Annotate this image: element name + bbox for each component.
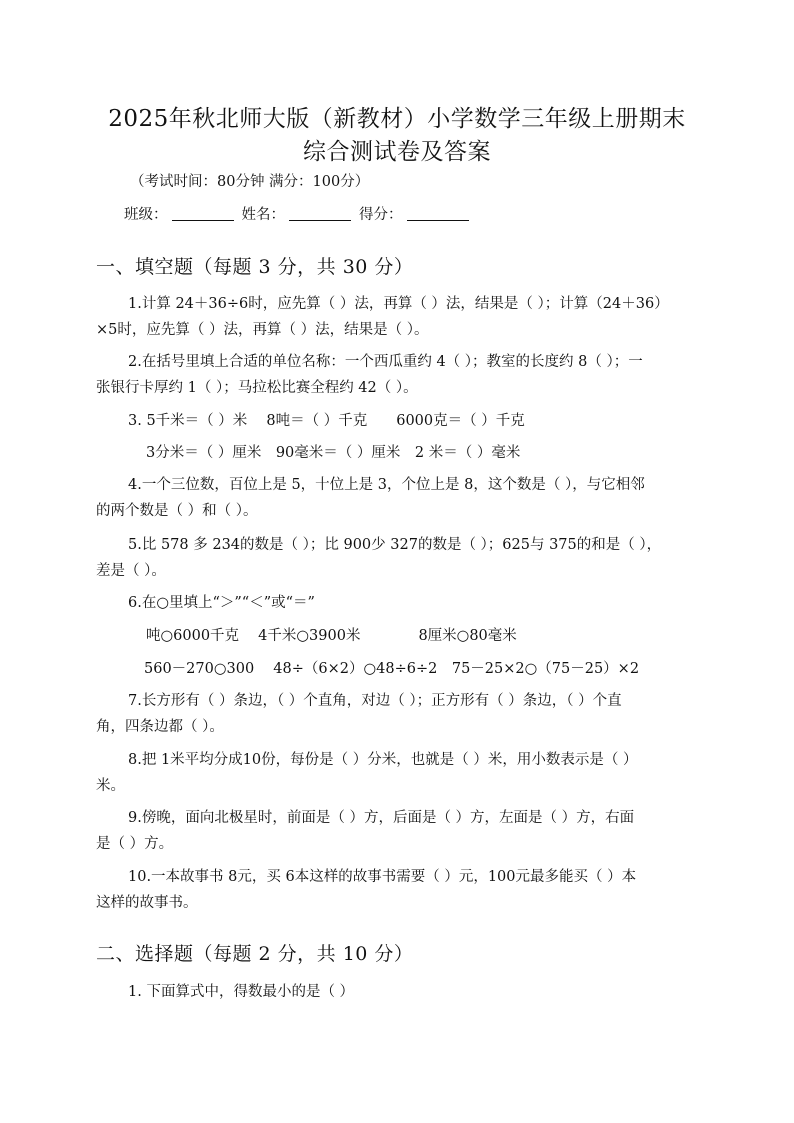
question-7-line-1: 7.长方形有（ ）条边，（ ）个直角，对边（ ）；正方形有（ ）条边，（ ）个直: [128, 693, 622, 709]
question-5-line-2: 差是（ ）。: [96, 563, 166, 579]
question-1-line-2: ×5时，应先算（ ）法，再算（ ）法，结果是（ ）。: [96, 322, 429, 338]
question-4-line-2: 的两个数是（ ）和（ ）。: [96, 503, 258, 519]
document-title-line2: 综合测试卷及答案: [303, 139, 491, 165]
question-5-line-1: 5.比 578 多 234的数是（ ）；比 900少 327的数是（ ）；625与 375的和是（ ），: [128, 537, 662, 553]
question-3-line-1: 3. 5千米＝（ ）米 8吨＝（ ）千克 6000克＝（ ）千克: [128, 413, 525, 429]
score-blank[interactable]: [407, 205, 469, 221]
name-label: 姓名：: [241, 207, 285, 223]
document-title-line1: 2025年秋北师大版（新教材）小学数学三年级上册期末: [108, 106, 686, 132]
question-8-line-1: 8.把 1米平均分成10份，每份是（ ）分米，也就是（ ）米，用小数表示是（ ）: [128, 752, 638, 768]
name-blank[interactable]: [289, 205, 351, 221]
question-9-line-2: 是（ ）方。: [96, 836, 174, 852]
question-7-line-2: 角，四条边都（ ）。: [96, 719, 224, 735]
question-6-line-2: 吨○6000千克 4千米○3900米 8厘米○80毫米: [146, 628, 517, 644]
question-8-line-2: 米。: [96, 778, 125, 794]
section-heading-fill-in: 一、填空题（每题 3 分，共 30 分）: [96, 256, 414, 278]
class-blank[interactable]: [172, 205, 234, 221]
exam-info: （考试时间：80分钟 满分：100分）: [130, 174, 370, 190]
question-4-line-1: 4.一个三位数，百位上是 5，十位上是 3，个位上是 8，这个数是（ ），与它相邻: [128, 477, 645, 493]
score-label: 得分：: [359, 207, 403, 223]
choice-question-1: 1. 下面算式中，得数最小的是（ ）: [128, 984, 355, 1000]
question-2-line-1: 2.在括号里填上合适的单位名称：一个西瓜重约 4（ ）；教室的长度约 8（ ）；一: [128, 354, 643, 370]
question-10-line-1: 10.一本故事书 8元，买 6本这样的故事书需要（ ）元，100元最多能买（ ）本: [128, 869, 637, 885]
question-3-line-2: 3分米＝（ ）厘米 90毫米＝（ ）厘米 2 米＝（ ）毫米: [146, 445, 521, 461]
question-9-line-1: 9.傍晚，面向北极星时，前面是（ ）方，后面是（ ）方，左面是（ ）方，右面: [128, 810, 635, 826]
class-label: 班级：: [124, 207, 168, 223]
student-info-fields: [124, 205, 473, 225]
question-6-line-3: 560－270○300 48÷（6×2）○48÷6÷2 75－25×2○（75－25）×2: [144, 661, 640, 677]
question-10-line-2: 这样的故事书。: [96, 895, 198, 911]
question-2-line-2: 张银行卡厚约 1（ ）；马拉松比赛全程约 42（ ）。: [96, 380, 418, 396]
question-6-line-1: 6.在○里填上“＞”“＜”或“＝”: [128, 595, 315, 611]
section-heading-multiple-choice: 二、选择题（每题 2 分，共 10 分）: [96, 943, 414, 965]
question-1-line-1: 1.计算 24＋36÷6时，应先算（ ）法，再算（ ）法，结果是（ ）；计算（24＋36）: [128, 296, 669, 312]
